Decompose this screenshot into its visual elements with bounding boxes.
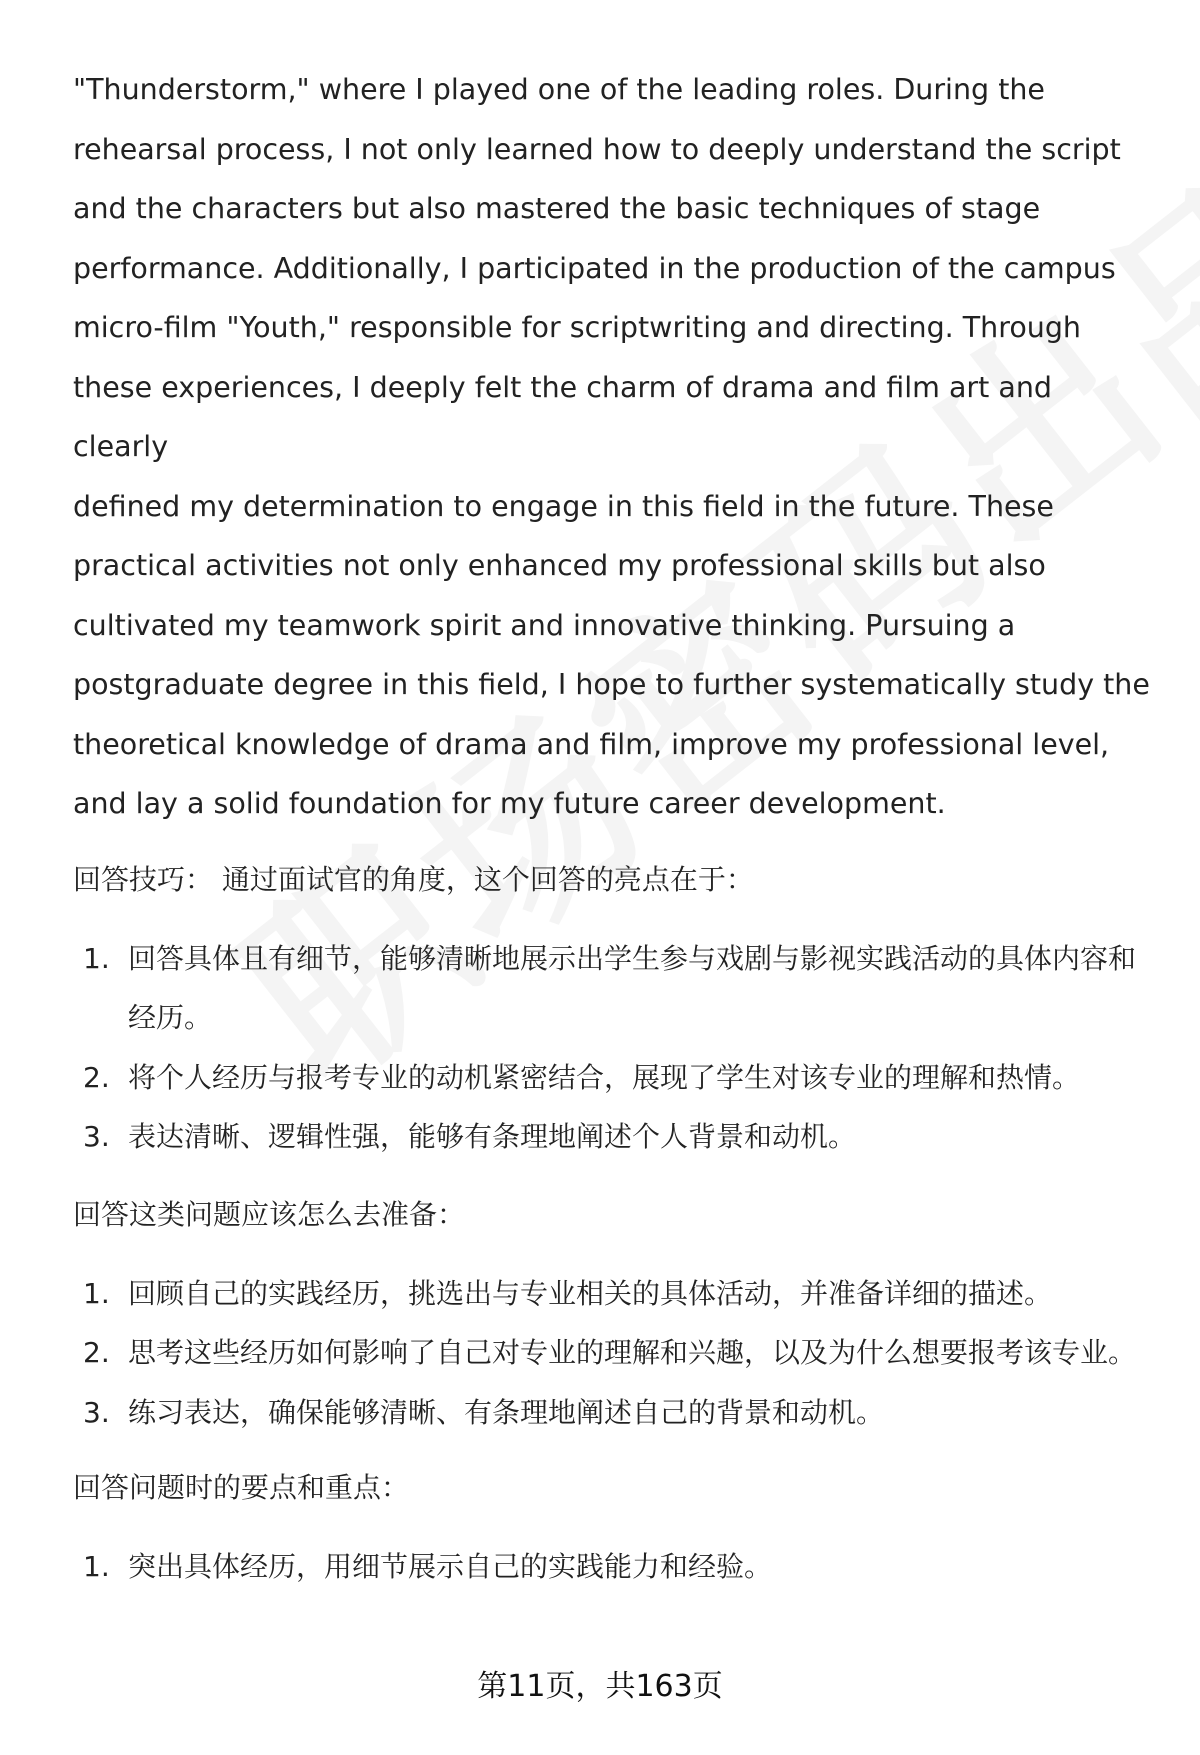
- list-item: [73, 929, 1153, 1048]
- list-number: 2.: [83, 1336, 110, 1369]
- tips-list: [73, 929, 1153, 1167]
- list-item: [73, 1264, 1153, 1324]
- list-item: [73, 1537, 1153, 1597]
- list-item: [73, 1383, 1153, 1443]
- section-heading-tips: 回答技巧： 通过面试官的角度，这个回答的亮点在于：: [73, 862, 754, 896]
- list-number: 1.: [83, 1550, 110, 1583]
- list-number: 3.: [83, 1395, 110, 1429]
- list-item-text: 突出具体经历，用细节展示自己的实践能力和经验。: [128, 1550, 773, 1583]
- list-item: [73, 1323, 1153, 1383]
- list-item: [73, 1048, 1153, 1108]
- section-heading-preparation: 回答这类问题应该怎么去准备：: [73, 1197, 466, 1231]
- list-item-text: 回答具体且有细节，能够清晰地展示出学生参与戏剧与影视实践活动的具体内容和经历。: [128, 941, 1137, 1034]
- list-item: [73, 1107, 1153, 1167]
- section-heading-key-points: 回答问题时的要点和重点：: [73, 1471, 410, 1504]
- page-number-footer: 第11页，共163页: [477, 1669, 723, 1704]
- page-content: [73, 60, 1153, 1597]
- list-number: 3.: [83, 1120, 110, 1153]
- list-item-text: 练习表达，确保能够清晰、有条理地阐述自己的背景和动机。: [128, 1395, 885, 1429]
- key-points-list: [73, 1537, 1153, 1597]
- list-item-text: 将个人经历与报考专业的动机紧密结合，展现了学生对该专业的理解和热情。: [128, 1060, 1081, 1094]
- list-number: 1.: [83, 1276, 110, 1310]
- answer-paragraph: "Thunderstorm," where I played one of the leading roles. During the rehearsal process, I not only learned how to deeply understand the script and the characters but also mastered the basic techniques of stage performance. Additionally, I participated in the production of the campus micro-film "Youth," responsible for scriptwriting and directing. Through these experiences, I deeply felt the charm of drama and film art and clearly defined my determination to engage in this field in the future. These practical activities not only enhanced my professional skills but also cultivated my teamwork spirit and innovative thinking. Pursuing a postgraduate degree in this field, I hope to further systematically study the theoretical knowledge of drama and film, improve my professional level, and lay a solid foundation for my future career development.: [73, 73, 1150, 820]
- list-number: 1.: [83, 941, 110, 975]
- preparation-list: [73, 1264, 1153, 1443]
- list-item-text: 回顾自己的实践经历，挑选出与专业相关的具体活动，并准备详细的描述。: [128, 1276, 1053, 1310]
- list-item-text: 思考这些经历如何影响了自己对专业的理解和兴趣，以及为什么想要报考该专业。: [128, 1336, 1137, 1369]
- list-item-text: 表达清晰、逻辑性强，能够有条理地阐述个人背景和动机。: [128, 1120, 857, 1153]
- list-number: 2.: [83, 1060, 110, 1094]
